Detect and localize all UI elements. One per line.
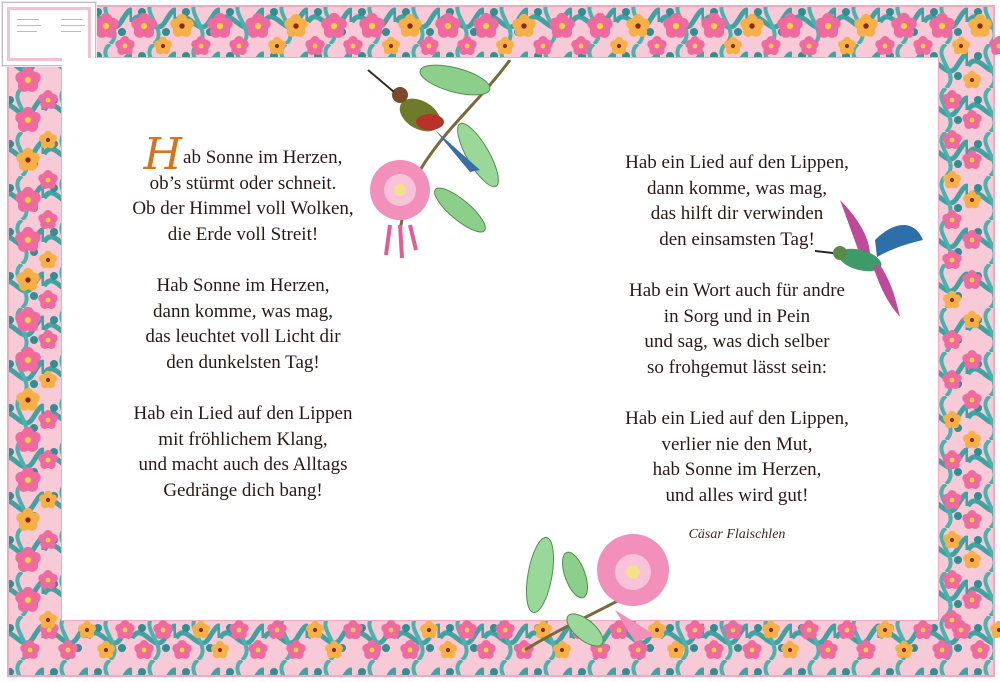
poem-line: dann komme, was mag, [153,300,333,322]
thumbnail-border [7,7,91,61]
first-line-rest: ab Sonne im Herzen, [183,147,343,168]
hummingbird-icon [815,200,923,317]
thumbnail-line [61,31,81,32]
drop-cap: H [143,129,183,180]
bottom-flower-illustration [515,530,685,660]
poem-line: das leuchtet voll Licht dir [145,326,341,347]
stanza [118,401,368,503]
thumbnail-line [17,19,39,20]
left-poem [118,129,368,529]
poem-line: Gedränge dich bang! [163,479,323,501]
poem-line: Hab ein Lied auf den Lippen, [625,408,849,429]
leaf-icon [429,182,491,238]
thumbnail-line [17,31,37,32]
poem-line: so frohgemut lässt sein: [647,356,827,378]
poem-line: verlier nie den Mut, [661,433,813,455]
thumbnail-line [17,25,41,26]
author-name: Cäsar Flaischlen [688,527,786,542]
poem-line [118,129,368,180]
stanza [118,129,368,247]
page-thumbnail[interactable] [2,2,96,66]
poem-line: dann komme, was mag, [647,177,827,199]
leaf-icon [557,549,592,601]
leaf-icon [562,608,609,652]
poem-line: den dunkelsten Tag! [166,351,320,373]
poem-line: Hab ein Wort auch für andre [628,280,845,301]
poem-line: und macht auch des Alltags [138,454,348,475]
hummingbird-illustration [815,195,925,320]
poem-line: Ob der Himmel voll Wolken, [132,198,354,219]
thumbnail-line [61,25,85,26]
poem-line: Hab ein Lied auf den Lippen [133,403,353,424]
poem-line: die Erde voll Streit! [167,223,319,245]
poem-line: Hab Sonne im Herzen, [156,275,330,296]
morning-glory-flower-icon [370,160,430,258]
flower-bud-icon [615,610,655,642]
thumbnail-line [61,19,83,20]
poem-line: in Sorg und in Pein [663,305,811,327]
poem-line: mit fröhlichem Klang, [158,428,328,450]
morning-glory-flower-icon [597,534,669,606]
leaf-icon [417,60,493,101]
poem-line: das hilft dir verwinden [650,203,824,224]
poem-line: Hab ein Lied auf den Lippen, [625,152,849,173]
poem-line: und sag, was dich selber [644,331,830,352]
poem-line: hab Sonne im Herzen, [652,459,822,480]
stanza [118,273,368,375]
poem-line: den einsamsten Tag! [659,228,815,250]
poem-line: und alles wird gut! [665,484,809,506]
stanza [612,406,862,508]
poem-line: ob’s stürmt oder schneit. [149,172,337,194]
leaf-icon [522,535,559,614]
hummingbird-flower-illustration [360,60,520,265]
